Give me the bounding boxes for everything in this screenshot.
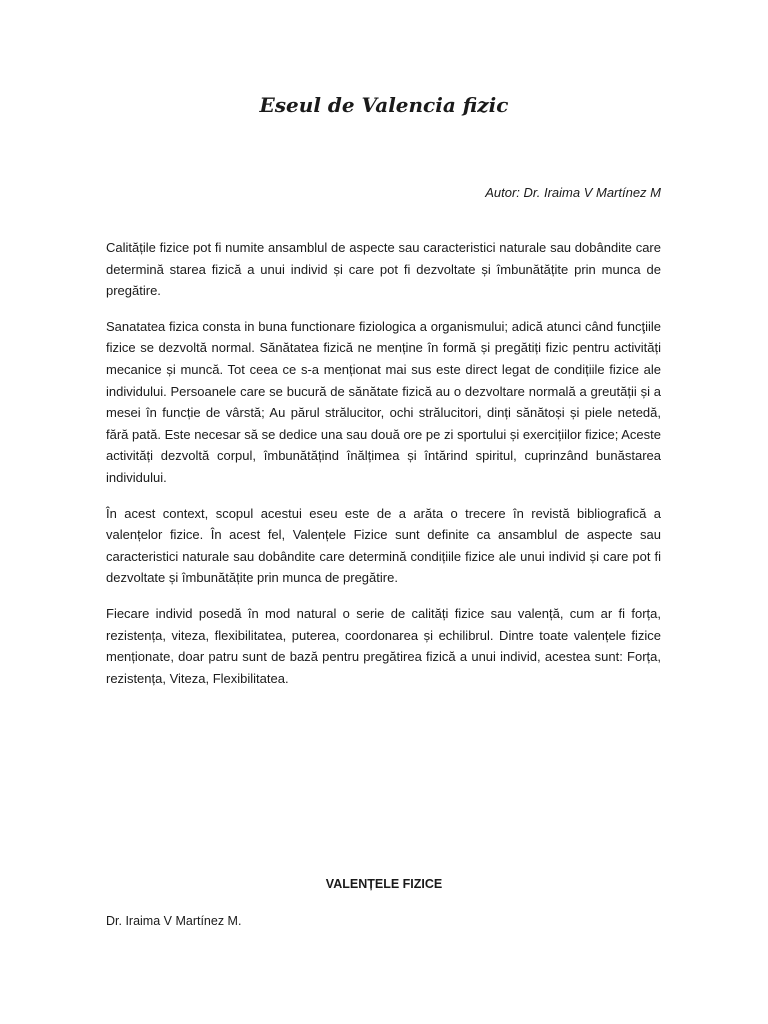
paragraph: Calitățile fizice pot fi numite ansamblul de aspecte sau caracteristici naturale sau dobândite care determină starea fizică a unui individ și care pot fi dezvoltate și îmbunătățite prin munca de pregătire.: [106, 240, 661, 299]
document-title: Eseul de Valencia fizic: [259, 93, 509, 117]
document-body: [106, 237, 661, 703]
paragraph: Fiecare individ posedă în mod natural o serie de calități fizice sau valență, cum ar fi forța, rezistența, viteza, flexibilitatea, puterea, coordonarea și echilibrul. Dintre toate valențele fizice menționate, doar patru sunt de bază pentru pregătirea fizică a unui individ, acestea sunt: Forța, rezistența, Viteza, Flexibilitatea.: [106, 605, 661, 686]
paragraph: Sanatatea fizica consta in buna functionare fiziologica a organismului; adică atunci când funcţiile fizice se dezvoltă normal. Sănătatea fizică ne menține în formă și pregătiți fizic pentru activități mecanice și muncă. Tot ceea ce s-a menționat mai sus este direct legat de condițiile fizice ale individului. Persoanele care se bucură de sănătate fizică au o dezvoltare normală a greutății și a mesei în funcție de vârstă; Au părul strălucitor, ochi strălucitori, dinți sănătoși și piele netedă, fără pată. Este necesar să se dedice una sau două ore pe zi sportului și exercițiilor fizice; Aceste activități dezvoltă corpul, îmbunătățind înălțimea și întărind spiritul, cuprinzând bunăstarea individului.: [106, 318, 661, 485]
paragraph: În acest context, scopul acestui eseu este de a arăta o trecere în revistă bibliografică a valențelor fizice. În acest fel, Valențele Fizice sunt definite ca ansamblul de aspecte sau caracteristici naturale sau dobândite care determină condițiile fizice ale unui individ și care pot fi dezvoltate și îmbunătățite prin munca de pregătire.: [106, 505, 661, 586]
section-heading: VALENȚELE FIZICE: [325, 877, 443, 891]
footer-author: Dr. Iraima V Martínez M.: [106, 914, 242, 928]
author-line: Autor: Dr. Iraima V Martínez M: [485, 185, 661, 200]
